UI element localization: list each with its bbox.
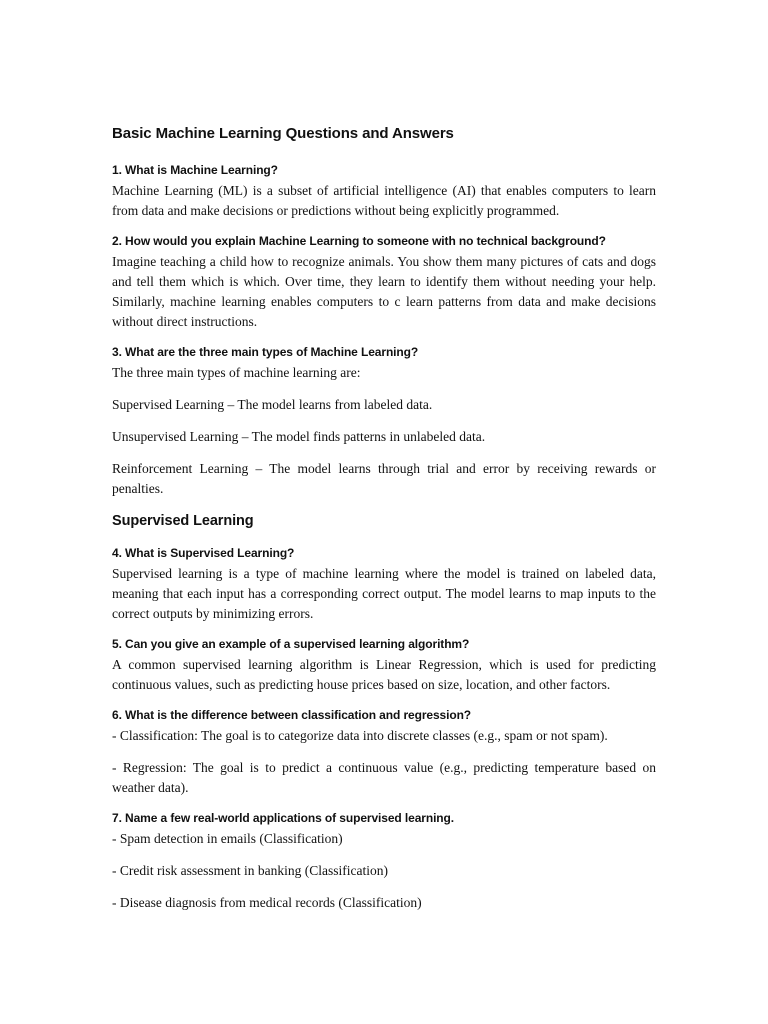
qa-7: [112, 810, 656, 913]
answer-7-item: - Spam detection in emails (Classification): [112, 831, 343, 846]
answer-3-item: Unsupervised Learning – The model finds patterns in unlabeled data.: [112, 429, 486, 444]
question-5: 5. Can you give an example of a supervised learning algorithm?: [112, 637, 470, 651]
question-3: 3. What are the three main types of Machine Learning?: [112, 345, 419, 359]
answer-5: A common supervised learning algorithm is Linear Regression, which is used for predicting continuous values, such as predicting house prices based on size, location, and other factors.: [112, 657, 656, 692]
qa-6: [112, 707, 656, 798]
question-6: 6. What is the difference between classification and regression?: [112, 708, 472, 722]
section-title-supervised: Supervised Learning: [112, 513, 254, 529]
answer-3-item: Reinforcement Learning – The model learns through trial and error by receiving rewards or penalties.: [112, 461, 656, 496]
question-1: 1. What is Machine Learning?: [112, 163, 278, 177]
answer-7-item: - Credit risk assessment in banking (Classification): [112, 863, 388, 878]
answer-4: Supervised learning is a type of machine learning where the model is trained on labeled data, meaning that each input has a corresponding correct output. The model learns to map inputs to the correct outputs by minimizing errors.: [112, 566, 656, 621]
answer-2: Imagine teaching a child how to recognize animals. You show them many pictures of cats and dogs and tell them which is which. Over time, they learn to identify them without needing your help. Similarly, machine learning enables computers to c learn patterns from data and make decisions without direct instructions.: [112, 254, 656, 329]
answer-3-item: Supervised Learning – The model learns from labeled data.: [112, 397, 433, 412]
qa-1: [112, 162, 656, 221]
qa-2: [112, 233, 656, 332]
qa-4: [112, 545, 656, 624]
answer-7-item: - Disease diagnosis from medical records (Classification): [112, 895, 422, 910]
question-2: 2. How would you explain Machine Learning to someone with no technical background?: [112, 234, 606, 248]
document-page: [112, 124, 656, 925]
question-4: 4. What is Supervised Learning?: [112, 546, 295, 560]
qa-5: [112, 636, 656, 695]
qa-3: [112, 344, 656, 499]
answer-3-intro: The three main types of machine learning are:: [112, 365, 361, 380]
answer-6-item: - Classification: The goal is to categorize data into discrete classes (e.g., spam or not spam).: [112, 728, 608, 743]
question-7: 7. Name a few real-world applications of supervised learning.: [112, 811, 455, 825]
answer-6-item: - Regression: The goal is to predict a continuous value (e.g., predicting temperature based on weather data).: [112, 760, 656, 795]
answer-1: Machine Learning (ML) is a subset of artificial intelligence (AI) that enables computers to learn from data and make decisions or predictions without being explicitly programmed.: [112, 183, 656, 218]
document-title: Basic Machine Learning Questions and Answers: [112, 125, 454, 142]
